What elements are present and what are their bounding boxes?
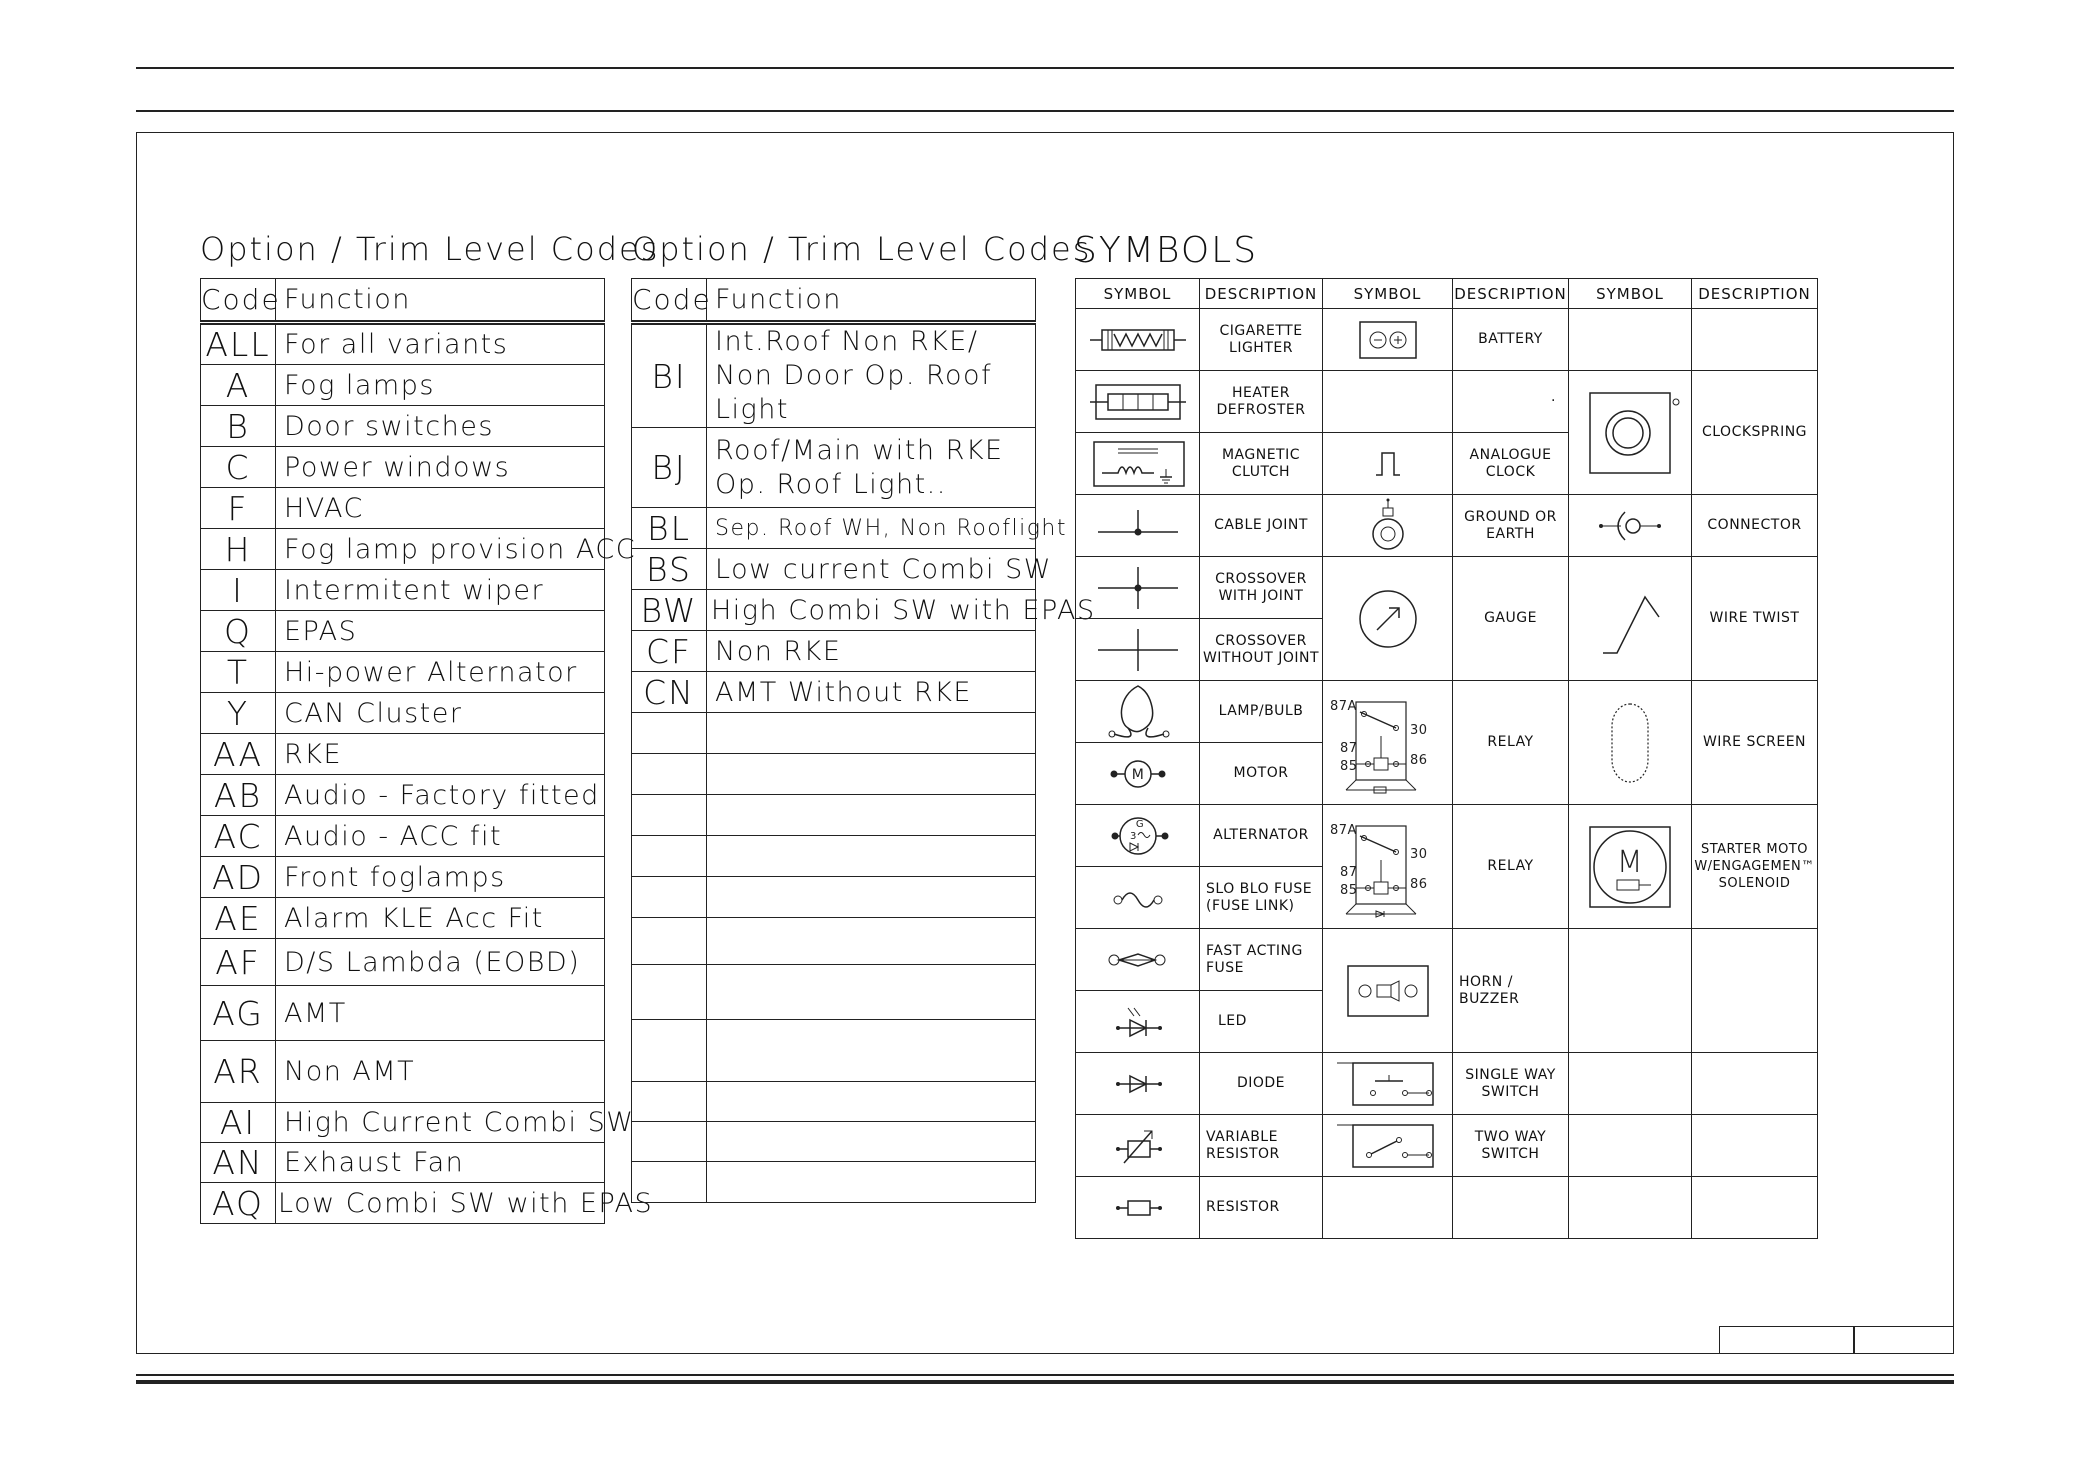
svg-text:85: 85 — [1339, 758, 1358, 774]
symbol-description: FAST ACTING FUSE — [1200, 929, 1323, 991]
empty-cell — [1569, 1053, 1692, 1115]
symbol-description: GAUGE — [1453, 557, 1569, 681]
symbol-description: WIRE SCREEN — [1692, 681, 1818, 805]
cable-joint-icon — [1076, 495, 1200, 557]
code-cell: AB — [201, 775, 276, 816]
battery-icon — [1323, 309, 1453, 371]
empty-cell — [707, 795, 1036, 836]
symbol-header: SYMBOL — [1323, 279, 1453, 309]
code-cell: BS — [632, 549, 707, 590]
code-cell: AC — [201, 816, 276, 857]
code-cell: ALL — [201, 323, 276, 365]
cigarette-lighter-icon — [1076, 309, 1200, 371]
empty-cell — [707, 1020, 1036, 1082]
ground-icon — [1323, 495, 1453, 557]
heater-mark: · — [1453, 371, 1569, 433]
empty-cell — [707, 1122, 1036, 1162]
empty-cell — [1569, 309, 1692, 371]
function-header: Function — [276, 279, 605, 323]
function-cell: Front foglamps — [276, 857, 605, 898]
left-table-title: Option / Trim Level Codes — [200, 230, 660, 268]
function-cell: EPAS — [276, 611, 605, 652]
function-cell: Low Combi SW with EPAS — [276, 1183, 605, 1224]
top-rule-2 — [136, 110, 1954, 112]
top-rule-1 — [136, 67, 1954, 69]
middle-codes-table — [631, 278, 1096, 1203]
svg-text:30: 30 — [1409, 846, 1428, 862]
function-cell: Hi-power Alternator — [276, 652, 605, 693]
symbol-description: CIGARETTE LIGHTER — [1200, 309, 1323, 371]
crossover-with-joint-icon — [1076, 557, 1200, 619]
svg-text:G: G — [1135, 818, 1144, 830]
function-cell: Door switches — [276, 406, 605, 447]
code-cell: AE — [201, 898, 276, 939]
symbol-description: GROUND OR EARTH — [1453, 495, 1569, 557]
empty-cell — [707, 836, 1036, 877]
resistor-icon — [1076, 1177, 1200, 1239]
wire-twist-icon — [1569, 557, 1692, 681]
function-cell: Audio - Factory fitted — [276, 775, 605, 816]
symbol-description: TWO WAY SWITCH — [1453, 1115, 1569, 1177]
function-cell: Sep. Roof WH, Non Rooflight — [707, 508, 1036, 549]
function-cell: Audio - ACC fit — [276, 816, 605, 857]
svg-text:30: 30 — [1409, 722, 1428, 738]
symbol-description: CONNECTOR — [1692, 495, 1818, 557]
symbol-description: WIRE TWIST — [1692, 557, 1818, 681]
symbol-description: LAMP/BULB — [1200, 681, 1323, 743]
description-header: DESCRIPTION — [1200, 279, 1323, 309]
code-cell: C — [201, 447, 276, 488]
description-header: DESCRIPTION — [1692, 279, 1818, 309]
title-block-cell-1 — [1719, 1326, 1855, 1354]
empty-cell — [707, 965, 1036, 1020]
code-cell: BJ — [632, 428, 707, 508]
empty-cell — [632, 795, 707, 836]
code-header: Code — [201, 279, 276, 323]
symbol-description: RESISTOR — [1200, 1177, 1323, 1239]
heater-defroster-icon — [1076, 371, 1200, 433]
function-cell: D/S Lambda (EOBD) — [276, 939, 605, 986]
svg-text:M: M — [1616, 844, 1644, 880]
symbol-description: ANALOGUE CLOCK — [1453, 433, 1569, 495]
function-cell: AMT — [276, 986, 605, 1041]
symbol-description: MOTOR — [1200, 743, 1323, 805]
lamp-bulb-icon — [1076, 681, 1200, 743]
empty-cell — [632, 1020, 707, 1082]
empty-cell — [1569, 1115, 1692, 1177]
description-header: DESCRIPTION — [1453, 279, 1569, 309]
empty-cell — [1453, 1177, 1569, 1239]
svg-text:86: 86 — [1409, 752, 1428, 768]
empty-cell — [1323, 371, 1453, 433]
empty-cell — [1569, 929, 1692, 1053]
function-cell: AMT Without RKE — [707, 672, 1036, 713]
variable-resistor-icon — [1076, 1115, 1200, 1177]
symbol-description: HORN / BUZZER — [1453, 929, 1569, 1053]
gauge-icon — [1323, 557, 1453, 681]
code-cell: BL — [632, 508, 707, 549]
code-cell: BI — [632, 323, 707, 428]
led-icon — [1076, 991, 1200, 1053]
empty-cell — [1692, 929, 1818, 1053]
symbols-title: SYMBOLS — [1074, 230, 1259, 271]
function-cell: Low current Combi SW — [707, 549, 1036, 590]
function-cell: High Combi SW with EPAS — [707, 590, 1036, 631]
empty-cell — [632, 1162, 707, 1203]
empty-cell — [1692, 1053, 1818, 1115]
symbols-table — [1075, 278, 1818, 1239]
fast-acting-fuse-icon — [1076, 929, 1200, 991]
svg-text:87A: 87A — [1329, 698, 1357, 714]
relay-icon — [1323, 681, 1453, 805]
function-cell: HVAC — [276, 488, 605, 529]
bottom-rule-1 — [136, 1374, 1954, 1376]
symbol-description: SLO BLO FUSE (FUSE LINK) — [1200, 867, 1323, 929]
symbol-description: SINGLE WAY SWITCH — [1453, 1053, 1569, 1115]
function-cell: Roof/Main with RKE Op. Roof Light.. — [707, 428, 1036, 508]
symbol-header: SYMBOL — [1076, 279, 1200, 309]
svg-text:86: 86 — [1409, 876, 1428, 892]
empty-cell — [707, 754, 1036, 795]
symbol-description: CROSSOVER WITH JOINT — [1200, 557, 1323, 619]
empty-cell — [632, 877, 707, 918]
symbol-description: CLOCKSPRING — [1692, 371, 1818, 495]
horn-buzzer-icon — [1323, 929, 1453, 1053]
svg-text:87: 87 — [1339, 740, 1358, 756]
empty-cell — [632, 965, 707, 1020]
left-codes-table — [200, 278, 654, 1224]
code-cell: A — [201, 365, 276, 406]
code-cell: Q — [201, 611, 276, 652]
two-way-switch-icon — [1323, 1115, 1453, 1177]
code-cell: B — [201, 406, 276, 447]
code-cell: CF — [632, 631, 707, 672]
diode-icon — [1076, 1053, 1200, 1115]
code-cell: T — [201, 652, 276, 693]
svg-text:85: 85 — [1339, 882, 1358, 898]
svg-text:87: 87 — [1339, 864, 1358, 880]
empty-cell — [632, 836, 707, 877]
function-cell: CAN Cluster — [276, 693, 605, 734]
code-cell: AI — [201, 1103, 276, 1143]
code-cell: BW — [632, 590, 707, 631]
svg-text:87A: 87A — [1329, 822, 1357, 838]
symbol-description: MAGNETIC CLUTCH — [1200, 433, 1323, 495]
symbol-description: VARIABLE RESISTOR — [1200, 1115, 1323, 1177]
empty-cell — [707, 877, 1036, 918]
function-cell: Intermitent wiper — [276, 570, 605, 611]
slo-blo-fuse-icon — [1076, 867, 1200, 929]
connector-icon — [1569, 495, 1692, 557]
symbol-header: SYMBOL — [1569, 279, 1692, 309]
code-cell: AQ — [201, 1183, 276, 1224]
empty-cell — [632, 918, 707, 965]
function-cell: High Current Combi SW — [276, 1103, 605, 1143]
motor-icon — [1076, 743, 1200, 805]
svg-text:M: M — [1131, 766, 1144, 783]
relay-icon — [1323, 805, 1453, 929]
code-cell: AF — [201, 939, 276, 986]
function-cell: Int.Roof Non RKE/ Non Door Op. Roof Light — [707, 323, 1036, 428]
bottom-rule-2 — [136, 1380, 1954, 1384]
empty-cell — [707, 1082, 1036, 1122]
empty-cell — [632, 713, 707, 754]
alternator-icon — [1076, 805, 1200, 867]
code-cell: F — [201, 488, 276, 529]
empty-cell — [1692, 1115, 1818, 1177]
empty-cell — [1692, 309, 1818, 371]
function-cell: Non AMT — [276, 1041, 605, 1103]
magnetic-clutch-icon — [1076, 433, 1200, 495]
function-header: Function — [707, 279, 1036, 323]
code-cell: H — [201, 529, 276, 570]
symbol-description: STARTER MOTO W/ENGAGEMEN™ SOLENOID — [1692, 805, 1818, 929]
symbol-description: CABLE JOINT — [1200, 495, 1323, 557]
crossover-without-joint-icon — [1076, 619, 1200, 681]
code-cell: AN — [201, 1143, 276, 1183]
function-cell: Fog lamp provision ACC — [276, 529, 605, 570]
symbol-description: ALTERNATOR — [1200, 805, 1323, 867]
function-cell: Alarm KLE Acc Fit — [276, 898, 605, 939]
title-block-cell-2 — [1853, 1326, 1954, 1354]
code-cell: CN — [632, 672, 707, 713]
empty-cell — [707, 1162, 1036, 1203]
code-header: Code — [632, 279, 707, 323]
code-cell: Y — [201, 693, 276, 734]
function-cell: RKE — [276, 734, 605, 775]
symbol-description: BATTERY — [1453, 309, 1569, 371]
empty-cell — [632, 1082, 707, 1122]
code-cell: AD — [201, 857, 276, 898]
empty-cell — [707, 713, 1036, 754]
wire-screen-icon — [1569, 681, 1692, 805]
empty-cell — [1323, 1177, 1453, 1239]
function-cell: Non RKE — [707, 631, 1036, 672]
function-cell: Power windows — [276, 447, 605, 488]
symbol-description: RELAY — [1453, 805, 1569, 929]
code-cell: AA — [201, 734, 276, 775]
empty-cell — [1569, 1177, 1692, 1239]
starter-motor-icon — [1569, 805, 1692, 929]
symbol-description: CROSSOVER WITHOUT JOINT — [1200, 619, 1323, 681]
empty-cell — [632, 754, 707, 795]
empty-cell — [1692, 1177, 1818, 1239]
single-way-switch-icon — [1323, 1053, 1453, 1115]
symbol-description: RELAY — [1453, 681, 1569, 805]
clockspring-icon — [1569, 371, 1692, 495]
empty-cell — [632, 1122, 707, 1162]
middle-table-title: Option / Trim Level Codes — [632, 230, 1092, 268]
code-cell: AG — [201, 986, 276, 1041]
function-cell: Exhaust Fan — [276, 1143, 605, 1183]
code-cell: AR — [201, 1041, 276, 1103]
function-cell: For all variants — [276, 323, 605, 365]
analogue-clock-icon — [1323, 433, 1453, 495]
function-cell: Fog lamps — [276, 365, 605, 406]
empty-cell — [707, 918, 1036, 965]
svg-text:3: 3 — [1129, 830, 1137, 842]
symbol-description: DIODE — [1200, 1053, 1323, 1115]
code-cell: I — [201, 570, 276, 611]
symbol-description: LED — [1200, 991, 1323, 1053]
symbol-description: HEATER DEFROSTER — [1200, 371, 1323, 433]
